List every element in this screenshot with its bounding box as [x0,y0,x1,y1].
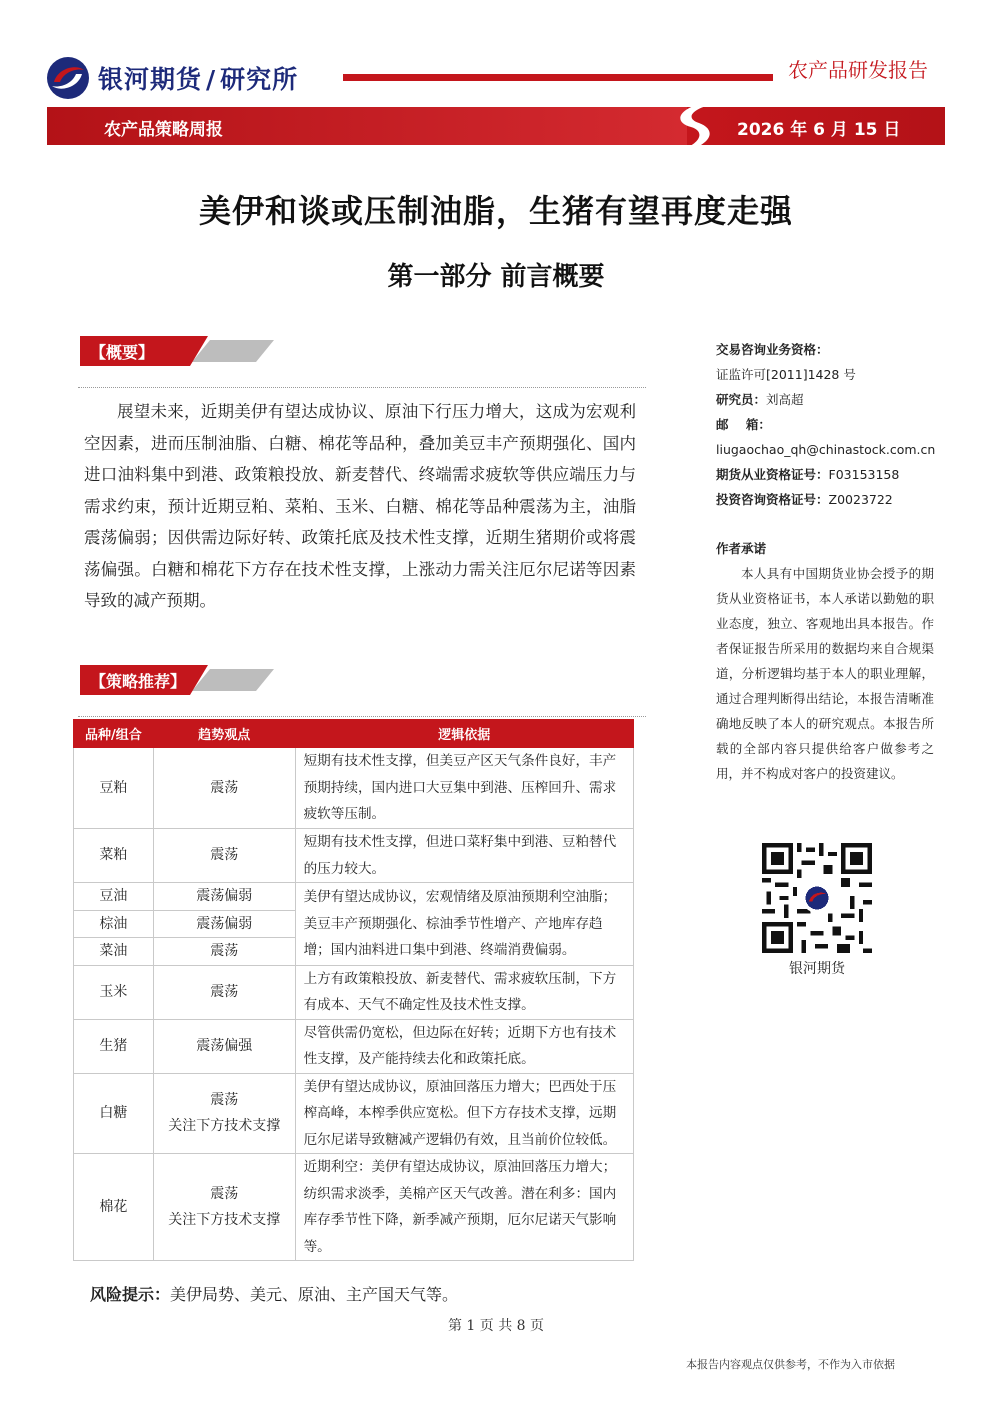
product-cell: 菜油 [74,938,154,966]
page-number: 第 1 页 共 8 页 [447,1318,545,1334]
view-cell: 震荡 [153,938,295,966]
divider [78,387,646,388]
logic-cell: 短期有技术性支撑，但进口菜籽集中到港、豆粕替代的压力较大。 [295,829,633,883]
view-cell: 震荡 [153,748,295,829]
qr-label: 银河期货 [789,961,845,977]
col-header-logic: 逻辑依据 [295,720,633,748]
invest-license-no: Z0023722 [828,492,893,507]
logic-cell: 近期利空：美伊有望达成协议，原油回落压力增大；纺织需求淡季，美棉产区天气改善。潜在利多：国内库存季节性下降，新季减产预期，厄尔尼诺天气影响等。 [295,1154,633,1261]
view-line-2: 关注下方技术支撑 [168,1212,281,1228]
footer-disclaimer: 本报告内容观点仅供参考，不作为入市依据 [686,1358,895,1371]
table-row [74,965,634,1019]
summary-tag: 【概要】 [80,336,275,366]
strategy-table [73,719,634,1261]
view-cell: 震荡偏弱 [153,910,295,938]
view-cell [153,1073,295,1154]
product-cell: 玉米 [74,965,154,1019]
qualification-value: 证监许可[2011]1428 号 [716,367,856,382]
product-cell: 生猪 [74,1019,154,1073]
logic-cell: 美伊有望达成协议，原油回落压力增大；巴西处于压榨高峰，本榨季供应宽松。但下方存技术支撑，远期厄尔尼诺导致糖减产逻辑仍有效，且当前价位较低。 [295,1073,633,1154]
product-cell: 棉花 [74,1154,154,1261]
commitment-text: 本人具有中国期货业协会授予的期货从业资格证书，本人承诺以勤勉的职业态度，独立、客观地出具本报告。作者保证报告所采用的数据均来自合规渠道，分析逻辑均基于本人的职业理解，通过合理判断得出结论，本报告清晰准确地反映了本人的研究观点。本报告所载的全部内容只提供给客户做参考之用，并不构成对客户的投资建议。 [716,566,934,781]
swoosh-icon [659,103,723,149]
part-title: 第一部分 前言概要 [387,262,605,292]
report-type: 农产品研发报告 [788,58,928,82]
report-date: 2026 年 6 月 15 日 [737,120,901,140]
risk-label: 风险提示： [90,1285,171,1304]
risk-warning [90,1282,458,1305]
logic-cell: 上方有政策粮投放、新麦替代、需求疲软压制，下方有成本、天气不确定性及技术性支撑。 [295,965,633,1019]
author-sidebar [716,337,934,786]
view-line-2: 关注下方技术支撑 [168,1118,281,1135]
product-cell: 棕油 [74,910,154,938]
company-logo [46,56,298,100]
qr-code-icon [762,843,872,953]
view-cell: 震荡 [153,829,295,883]
futures-license-label: 期货从业资格证号： [716,467,829,482]
view-cell [153,1154,295,1261]
table-header-row [74,720,634,748]
qualification-label: 交易咨询业务资格： [716,342,829,357]
logic-cell: 短期有技术性支撑，但美豆产区天气条件良好，丰产预期持续，国内进口大豆集中到港、压榨回升、需求疲软等压制。 [295,748,633,829]
col-header-product: 品种/组合 [74,720,154,748]
col-header-view: 趋势观点 [153,720,295,748]
view-cell: 震荡偏强 [153,1019,295,1073]
view-cell: 震荡偏弱 [153,883,295,911]
strategy-tag: 【策略推荐】 [80,665,275,695]
product-cell: 菜粕 [74,829,154,883]
invest-license-label: 投资咨询资格证号： [716,492,829,507]
futures-license-no: F03153158 [828,467,900,482]
header-red-line [343,74,773,81]
risk-text: 美伊局势、美元、原油、主产国天气等。 [170,1285,459,1304]
table-row [74,829,634,883]
view-cell: 震荡 [153,965,295,1019]
summary-paragraph: 展望未来，近期美伊有望达成协议、原油下行压力增大，这成为宏观利空因素，进而压制油脂、白糖、棉花等品种，叠加美豆丰产预期强化、国内进口油料集中到港、政策粮投放、新麦替代、终端需求疲软等供应端压力与需求约束，预计近期豆粕、菜粕、玉米、白糖、棉花等品种震荡为主，油脂震荡偏弱；因供需边际好转、政策托底及技术性支撑，近期生猪期价或将震荡偏强。白糖和棉花下方存在技术性支撑，上涨动力需关注厄尔尼诺等因素导致的减产预期。 [84,402,636,610]
email-link[interactable]: liugaochao_qh@chinastock.com.cn [716,442,936,457]
product-cell: 豆油 [74,883,154,911]
table-row [74,1019,634,1073]
galaxy-logo-icon [46,56,90,100]
product-cell: 白糖 [74,1073,154,1154]
commitment-heading: 作者承诺 [716,541,767,556]
researcher-label: 研究员： [716,392,767,407]
logic-cell: 尽管供需仍宽松，但边际在好转；近期下方也有技术性支撑，及产能持续去化和政策托底。 [295,1019,633,1073]
banner-title: 农产品策略周报 [104,120,223,140]
researcher-name: 刘高超 [766,392,804,407]
table-row [74,1154,634,1261]
view-line-1: 震荡 [210,1185,239,1202]
report-title: 美伊和谈或压制油脂，生猪有望再度走强 [198,192,793,230]
title-banner [47,107,945,145]
table-row [74,1073,634,1154]
divider [78,716,646,717]
table-row [74,748,634,829]
table-row [74,883,634,911]
logic-cell: 美伊有望达成协议，宏观情绪及原油预期利空油脂；美豆丰产预期强化、棕油季节性增产、产地库存趋增；国内油料进口集中到港、终端消费偏弱。 [295,883,633,966]
product-cell: 豆粕 [74,748,154,829]
email-label: 邮 箱： [716,417,771,432]
logo-text: 银河期货 / 研究所 [98,65,299,94]
view-line-1: 震荡 [210,1091,239,1108]
